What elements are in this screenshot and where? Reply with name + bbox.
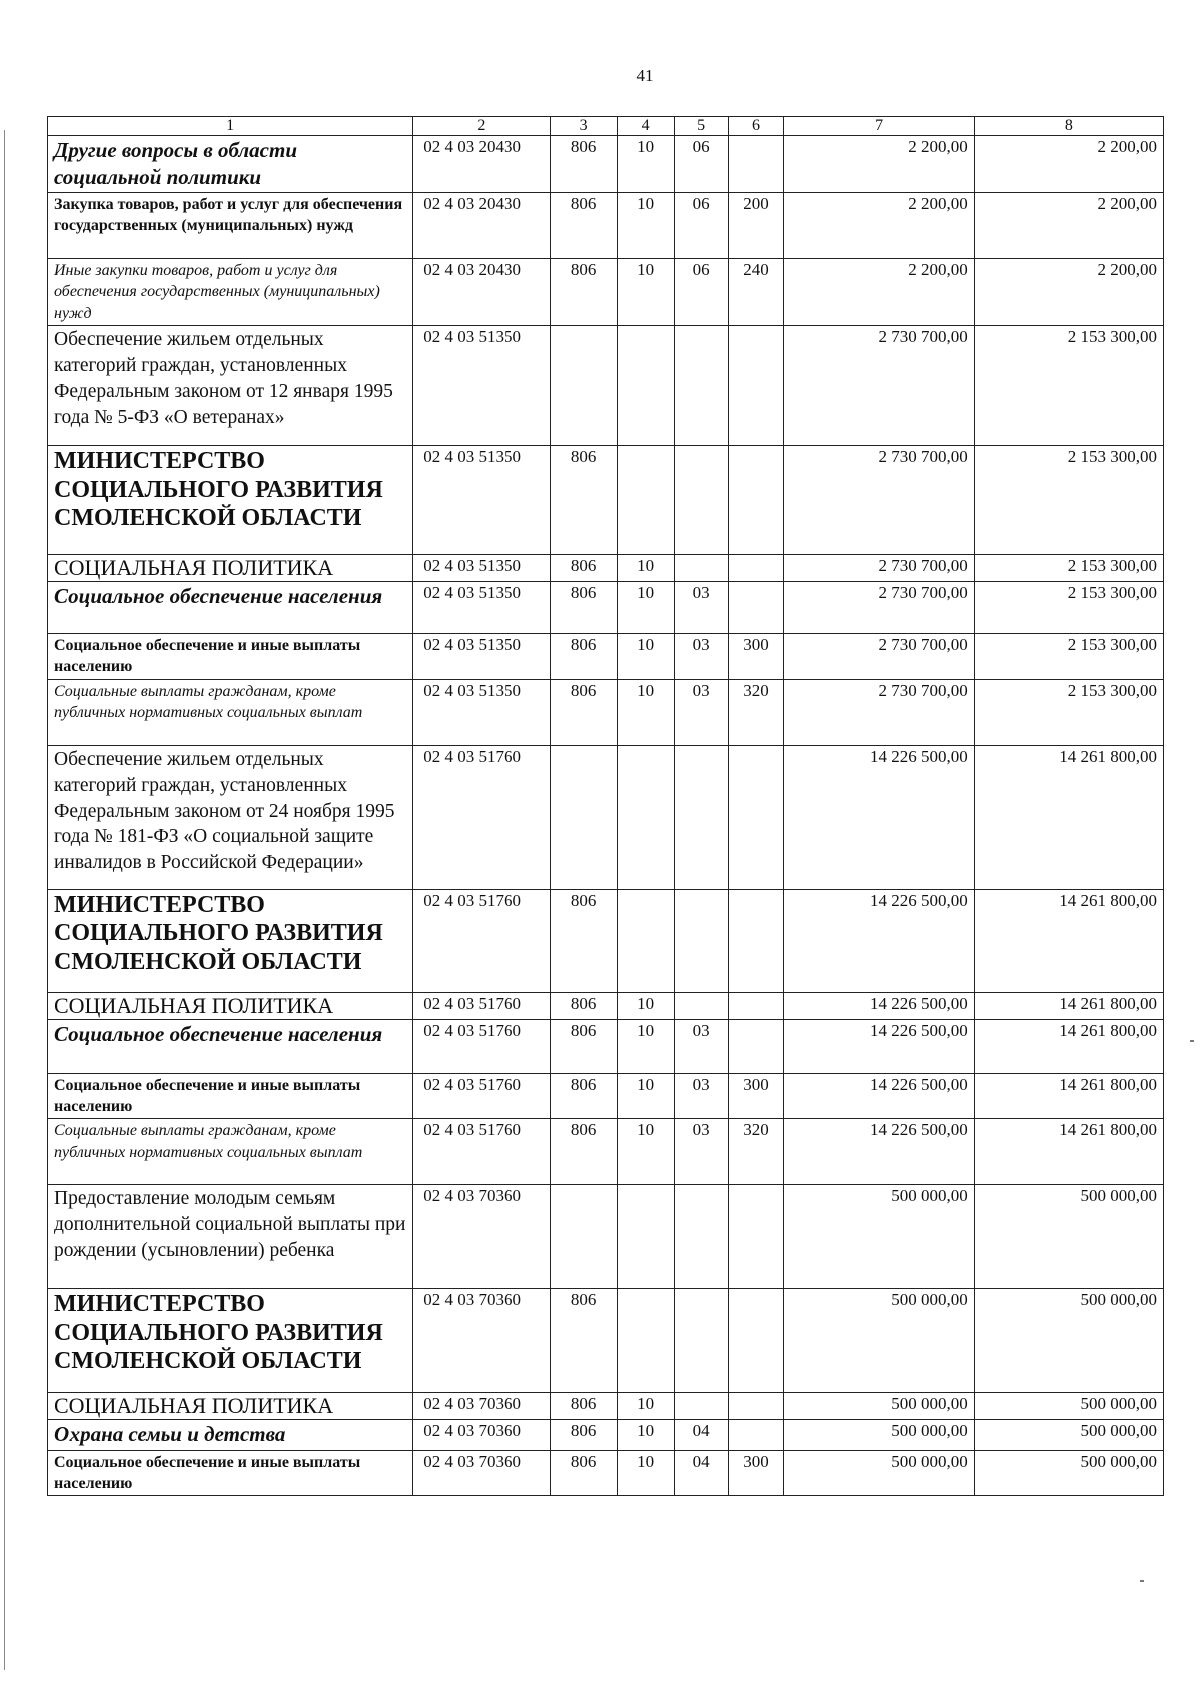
subsection-code: 03 <box>674 1119 728 1185</box>
expense-type-code <box>728 1185 784 1289</box>
amount-year-2: 2 153 300,00 <box>974 446 1163 555</box>
department-code: 806 <box>550 992 617 1019</box>
table-row <box>48 1393 1164 1420</box>
expense-type-code <box>728 1393 784 1420</box>
subsection-code <box>674 889 728 992</box>
target-article-code: 02 4 03 70360 <box>413 1450 550 1496</box>
section-code: 10 <box>617 582 674 634</box>
target-article-code: 02 4 03 70360 <box>413 1289 550 1393</box>
target-article-code: 02 4 03 51760 <box>413 889 550 992</box>
column-header-row <box>48 117 1164 136</box>
expense-type-code <box>728 1019 784 1073</box>
subsection-code: 03 <box>674 679 728 745</box>
section-code <box>617 1185 674 1289</box>
subsection-code: 03 <box>674 1073 728 1119</box>
amount-year-2: 2 153 300,00 <box>974 582 1163 634</box>
amount-year-2: 14 261 800,00 <box>974 992 1163 1019</box>
subsection-code <box>674 1289 728 1393</box>
item-name: Обеспечение жильем отдельных категорий граждан, установленных Федеральным законом от 12 января 1995 года № 5-ФЗ «О ветеранах» <box>48 326 413 446</box>
expense-type-code <box>728 135 784 193</box>
amount-year-1: 14 226 500,00 <box>784 1119 974 1185</box>
section-code: 10 <box>617 1119 674 1185</box>
amount-year-2: 2 200,00 <box>974 135 1163 193</box>
table-row <box>48 1185 1164 1289</box>
item-name: Социальное обеспечение и иные выплаты населению <box>48 1450 413 1496</box>
section-code <box>617 745 674 889</box>
table-row <box>48 679 1164 745</box>
target-article-code: 02 4 03 51760 <box>413 1119 550 1185</box>
amount-year-1: 2 200,00 <box>784 259 974 326</box>
amount-year-1: 14 226 500,00 <box>784 889 974 992</box>
target-article-code: 02 4 03 20430 <box>413 259 550 326</box>
department-code: 806 <box>550 1450 617 1496</box>
target-article-code: 02 4 03 20430 <box>413 193 550 259</box>
amount-year-1: 2 730 700,00 <box>784 446 974 555</box>
item-name: СОЦИАЛЬНАЯ ПОЛИТИКА <box>48 555 413 582</box>
table-row <box>48 555 1164 582</box>
section-code: 10 <box>617 1450 674 1496</box>
item-name: Охрана семьи и детства <box>48 1420 413 1450</box>
amount-year-1: 2 730 700,00 <box>784 326 974 446</box>
target-article-code: 02 4 03 51350 <box>413 582 550 634</box>
budget-table <box>47 116 1164 1496</box>
amount-year-2: 2 153 300,00 <box>974 679 1163 745</box>
amount-year-1: 2 730 700,00 <box>784 582 974 634</box>
table-row <box>48 1119 1164 1185</box>
target-article-code: 02 4 03 51760 <box>413 992 550 1019</box>
item-name: Социальное обеспечение населения <box>48 582 413 634</box>
expense-type-code: 200 <box>728 193 784 259</box>
department-code: 806 <box>550 582 617 634</box>
item-name: Социальные выплаты гражданам, кроме публичных нормативных социальных выплат <box>48 679 413 745</box>
amount-year-2: 14 261 800,00 <box>974 1019 1163 1073</box>
amount-year-1: 500 000,00 <box>784 1185 974 1289</box>
section-code: 10 <box>617 193 674 259</box>
target-article-code: 02 4 03 51350 <box>413 326 550 446</box>
item-name: Закупка товаров, работ и услуг для обеспечения государственных (муниципальных) нужд <box>48 193 413 259</box>
amount-year-1: 2 730 700,00 <box>784 634 974 680</box>
amount-year-2: 2 200,00 <box>974 193 1163 259</box>
amount-year-2: 14 261 800,00 <box>974 745 1163 889</box>
section-code <box>617 326 674 446</box>
target-article-code: 02 4 03 51350 <box>413 634 550 680</box>
amount-year-2: 14 261 800,00 <box>974 1119 1163 1185</box>
table-row <box>48 135 1164 193</box>
table-row <box>48 1019 1164 1073</box>
subsection-code <box>674 326 728 446</box>
department-code <box>550 1185 617 1289</box>
amount-year-2: 500 000,00 <box>974 1450 1163 1496</box>
department-code: 806 <box>550 634 617 680</box>
subsection-code <box>674 1393 728 1420</box>
amount-year-1: 14 226 500,00 <box>784 745 974 889</box>
table-row <box>48 992 1164 1019</box>
amount-year-1: 14 226 500,00 <box>784 1019 974 1073</box>
amount-year-2: 500 000,00 <box>974 1420 1163 1450</box>
amount-year-1: 2 730 700,00 <box>784 679 974 745</box>
item-name: Социальные выплаты гражданам, кроме публичных нормативных социальных выплат <box>48 1119 413 1185</box>
subsection-code <box>674 555 728 582</box>
department-code: 806 <box>550 1019 617 1073</box>
expense-type-code <box>728 446 784 555</box>
amount-year-1: 2 200,00 <box>784 193 974 259</box>
amount-year-2: 2 200,00 <box>974 259 1163 326</box>
department-code: 806 <box>550 259 617 326</box>
target-article-code: 02 4 03 70360 <box>413 1393 550 1420</box>
table-row <box>48 193 1164 259</box>
amount-year-2: 14 261 800,00 <box>974 1073 1163 1119</box>
target-article-code: 02 4 03 20430 <box>413 135 550 193</box>
section-code: 10 <box>617 1420 674 1450</box>
table-row <box>48 1073 1164 1119</box>
section-code <box>617 889 674 992</box>
item-name: СОЦИАЛЬНАЯ ПОЛИТИКА <box>48 1393 413 1420</box>
item-name: СОЦИАЛЬНАЯ ПОЛИТИКА <box>48 992 413 1019</box>
scan-speck <box>1140 1580 1144 1582</box>
item-name: Другие вопросы в области социальной политики <box>48 135 413 193</box>
column-header: 3 <box>550 117 617 136</box>
target-article-code: 02 4 03 70360 <box>413 1185 550 1289</box>
expense-type-code <box>728 992 784 1019</box>
expense-type-code <box>728 745 784 889</box>
department-code <box>550 745 617 889</box>
scan-edge-line <box>4 130 5 1670</box>
department-code: 806 <box>550 679 617 745</box>
item-name: Социальное обеспечение и иные выплаты населению <box>48 1073 413 1119</box>
target-article-code: 02 4 03 51760 <box>413 1073 550 1119</box>
target-article-code: 02 4 03 51760 <box>413 745 550 889</box>
department-code: 806 <box>550 1393 617 1420</box>
amount-year-1: 500 000,00 <box>784 1289 974 1393</box>
subsection-code <box>674 1185 728 1289</box>
section-code <box>617 1289 674 1393</box>
subsection-code <box>674 992 728 1019</box>
amount-year-2: 500 000,00 <box>974 1289 1163 1393</box>
subsection-code: 03 <box>674 582 728 634</box>
department-code: 806 <box>550 1289 617 1393</box>
expense-type-code: 240 <box>728 259 784 326</box>
column-header: 4 <box>617 117 674 136</box>
subsection-code: 04 <box>674 1450 728 1496</box>
table-row <box>48 259 1164 326</box>
subsection-code: 04 <box>674 1420 728 1450</box>
item-name: МИНИСТЕРСТВО СОЦИАЛЬНОГО РАЗВИТИЯ СМОЛЕНСКОЙ ОБЛАСТИ <box>48 446 413 555</box>
section-code: 10 <box>617 259 674 326</box>
amount-year-1: 2 200,00 <box>784 135 974 193</box>
amount-year-1: 14 226 500,00 <box>784 992 974 1019</box>
department-code: 806 <box>550 555 617 582</box>
table-row <box>48 582 1164 634</box>
department-code <box>550 326 617 446</box>
page-number: 41 <box>636 66 654 85</box>
table-row <box>48 1450 1164 1496</box>
department-code: 806 <box>550 446 617 555</box>
target-article-code: 02 4 03 51760 <box>413 1019 550 1073</box>
amount-year-2: 2 153 300,00 <box>974 326 1163 446</box>
section-code: 10 <box>617 1073 674 1119</box>
expense-type-code: 320 <box>728 679 784 745</box>
target-article-code: 02 4 03 51350 <box>413 679 550 745</box>
column-header: 7 <box>784 117 974 136</box>
table-row <box>48 1420 1164 1450</box>
subsection-code: 06 <box>674 135 728 193</box>
table-row <box>48 745 1164 889</box>
expense-type-code <box>728 1420 784 1450</box>
table-row <box>48 446 1164 555</box>
section-code: 10 <box>617 1019 674 1073</box>
item-name: Социальное обеспечение и иные выплаты населению <box>48 634 413 680</box>
subsection-code: 03 <box>674 1019 728 1073</box>
subsection-code: 06 <box>674 193 728 259</box>
department-code: 806 <box>550 1119 617 1185</box>
expense-type-code <box>728 1289 784 1393</box>
section-code: 10 <box>617 1393 674 1420</box>
amount-year-2: 500 000,00 <box>974 1185 1163 1289</box>
subsection-code: 03 <box>674 634 728 680</box>
table-row <box>48 634 1164 680</box>
department-code: 806 <box>550 1073 617 1119</box>
item-name: Социальное обеспечение населения <box>48 1019 413 1073</box>
section-code: 10 <box>617 634 674 680</box>
item-name: Иные закупки товаров, работ и услуг для обеспечения государственных (муниципальных) нужд <box>48 259 413 326</box>
column-header: 1 <box>48 117 413 136</box>
amount-year-2: 2 153 300,00 <box>974 634 1163 680</box>
amount-year-1: 500 000,00 <box>784 1393 974 1420</box>
expense-type-code <box>728 582 784 634</box>
section-code: 10 <box>617 135 674 193</box>
item-name: МИНИСТЕРСТВО СОЦИАЛЬНОГО РАЗВИТИЯ СМОЛЕНСКОЙ ОБЛАСТИ <box>48 1289 413 1393</box>
column-header: 5 <box>674 117 728 136</box>
expense-type-code: 300 <box>728 634 784 680</box>
amount-year-1: 2 730 700,00 <box>784 555 974 582</box>
subsection-code <box>674 745 728 889</box>
column-header: 2 <box>413 117 550 136</box>
item-name: Обеспечение жильем отдельных категорий граждан, установленных Федеральным законом от 24 ноября 1995 года № 181-ФЗ «О социальной защите инвалидов в Российской Федерации» <box>48 745 413 889</box>
expense-type-code <box>728 326 784 446</box>
amount-year-1: 500 000,00 <box>784 1420 974 1450</box>
table-row <box>48 326 1164 446</box>
subsection-code <box>674 446 728 555</box>
item-name: МИНИСТЕРСТВО СОЦИАЛЬНОГО РАЗВИТИЯ СМОЛЕНСКОЙ ОБЛАСТИ <box>48 889 413 992</box>
department-code: 806 <box>550 1420 617 1450</box>
department-code: 806 <box>550 193 617 259</box>
table-row <box>48 1289 1164 1393</box>
section-code: 10 <box>617 555 674 582</box>
target-article-code: 02 4 03 51350 <box>413 555 550 582</box>
subsection-code: 06 <box>674 259 728 326</box>
amount-year-2: 2 153 300,00 <box>974 555 1163 582</box>
expense-type-code: 300 <box>728 1073 784 1119</box>
target-article-code: 02 4 03 70360 <box>413 1420 550 1450</box>
column-header: 8 <box>974 117 1163 136</box>
expense-type-code: 320 <box>728 1119 784 1185</box>
amount-year-2: 14 261 800,00 <box>974 889 1163 992</box>
department-code: 806 <box>550 135 617 193</box>
amount-year-1: 14 226 500,00 <box>784 1073 974 1119</box>
amount-year-2: 500 000,00 <box>974 1393 1163 1420</box>
scan-speck <box>1190 1040 1194 1042</box>
target-article-code: 02 4 03 51350 <box>413 446 550 555</box>
item-name: Предоставление молодым семьям дополнительной социальной выплаты при рождении (усыновлении) ребенка <box>48 1185 413 1289</box>
amount-year-1: 500 000,00 <box>784 1450 974 1496</box>
section-code: 10 <box>617 992 674 1019</box>
table-row <box>48 889 1164 992</box>
department-code: 806 <box>550 889 617 992</box>
expense-type-code <box>728 555 784 582</box>
expense-type-code <box>728 889 784 992</box>
section-code <box>617 446 674 555</box>
section-code: 10 <box>617 679 674 745</box>
expense-type-code: 300 <box>728 1450 784 1496</box>
column-header: 6 <box>728 117 784 136</box>
